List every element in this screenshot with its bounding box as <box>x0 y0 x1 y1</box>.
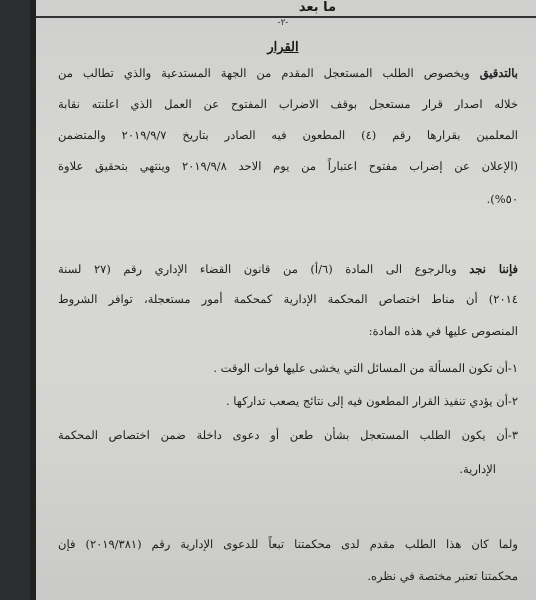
paragraph-line: (الإعلان عن إضراب مفتوح اعتباراً من يوم الاحد ٢٠١٩/٩/٨ وينتهي بتحقيق علاوة <box>58 159 518 173</box>
page-number: -٢- <box>277 18 289 28</box>
paragraph-line: خلاله اصدار قرار مستعجل بوقف الاضراب المفتوح عن العمل الذي اعلنته نقابة <box>58 97 518 111</box>
paragraph-line: فإننا نجد وبالرجوع الى المادة (٦/أ) من قانون القضاء الإداري رقم (٢٧ لسنة <box>58 262 518 276</box>
paragraph-line: المعلمين بقرارها رقم (٤) المطعون فيه الصادر بتاريخ ٢٠١٩/٩/٧ والمتضمن <box>58 128 518 142</box>
document-page <box>30 0 536 600</box>
list-item: ٣-أن يكون الطلب المستعجل بشأن طعن أو دعوى داخلة ضمن اختصاص المحكمة <box>58 428 518 442</box>
paragraph-line: بالتدقيق ويخصوص الطلب المستعجل المقدم من الجهة المستدعية والذي تطالب من <box>58 66 518 80</box>
page-header: ما بعد <box>298 0 336 15</box>
list-item: ٢-أن يؤدي تنفيذ القرار المطعون فيه إلى نتائج يصعب تداركها . <box>225 394 518 408</box>
paragraph-line: المنصوص عليها في هذه المادة: <box>368 324 518 338</box>
paragraph-line: ولما كان هذا الطلب مقدم لدى محكمتنا تبعاً للدعوى الإدارية رقم (٢٠١٩/٣٨١) فإن <box>58 537 518 551</box>
list-item-continuation: الإدارية. <box>459 462 496 476</box>
paragraph-line: محكمتنا تعتبر مختصة في نظره. <box>367 569 518 583</box>
paragraph-lead: فإننا نجد <box>469 262 518 276</box>
paragraph-line: ٢٠١٤) أن مناط اختصاص المحكمة الإدارية كمحكمة أمور مستعجلة، توافر الشروط <box>58 292 518 306</box>
paragraph-line: ٥٠%). <box>486 192 518 206</box>
paragraph-lead: بالتدقيق <box>479 66 518 80</box>
section-title: القرار <box>267 40 299 55</box>
page-shadow-edge <box>30 0 36 600</box>
list-item: ١-أن تكون المسألة من المسائل التي يخشى عليها فوات الوقت . <box>213 361 518 375</box>
